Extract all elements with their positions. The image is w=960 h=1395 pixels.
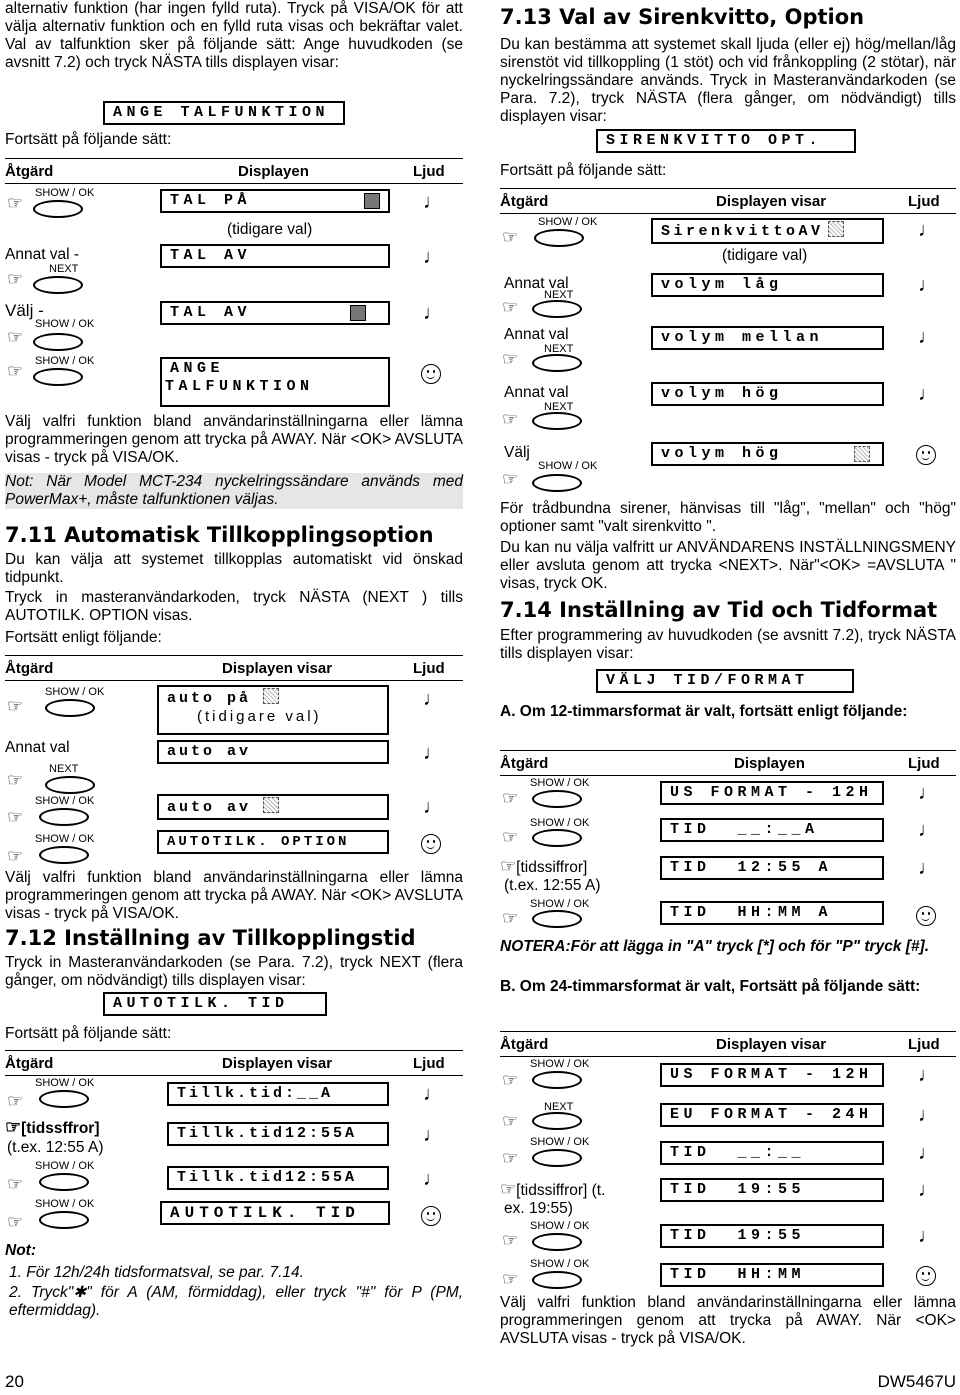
show-ok-label: SHOW / OK — [35, 1198, 95, 1210]
lcd-volym-hog-selected: volym hög — [651, 442, 884, 466]
show-ok-label: SHOW / OK — [35, 355, 95, 367]
show-ok-label: SHOW / OK — [35, 1160, 95, 1172]
show-ok-label: SHOW / OK — [35, 318, 95, 330]
show-ok-button[interactable] — [532, 1149, 582, 1167]
note-icon: ♩ — [918, 857, 938, 879]
paragraph-7-11b: Tryck in masteranvändarkoden, tryck NÄSTA (NEXT ) tills AUTOTILK. OPTION visas. — [5, 589, 463, 624]
note-icon: ♩ — [423, 302, 443, 324]
paragraph-exit: Välj valfri funktion bland användarinställningarna eller lämna programmeringen genom att trycka på AWAY. När <OK> AVSLUTA visas - tryck på VISA/OK. — [5, 413, 463, 466]
notera-text: NOTERA:För att lägga in "A" tryck [*] och för "P" tryck [#]. — [500, 938, 930, 955]
lcd-us-format: US FORMAT - 12H — [660, 781, 884, 805]
hand-icon: ☞ — [502, 1230, 519, 1250]
note-icon: ♩ — [423, 191, 443, 213]
hand-icon: ☞ — [502, 469, 519, 489]
heading-7-12: 7.12 Inställning av Tillkopplingstid — [5, 926, 416, 950]
lcd-tid-1955-selected: TID 19:55 — [660, 1224, 884, 1248]
note-icon: ♩ — [918, 219, 938, 241]
heading-7-11: 7.11 Automatisk Tillkopplingsoption — [5, 523, 434, 547]
lcd-tid-hhmm-a: TID HH:MM A — [660, 901, 884, 925]
note-icon: ♩ — [918, 1064, 938, 1086]
show-ok-button[interactable] — [33, 200, 83, 218]
hand-icon: ☞ — [502, 1269, 519, 1289]
hand-icon: ☞ — [7, 327, 24, 347]
lcd-volym-hog: volym hög — [651, 382, 884, 406]
prev-value-label: (tidigare val) — [227, 221, 313, 238]
show-ok-label: SHOW / OK — [530, 898, 590, 910]
lcd-volym-lag: volym låg — [651, 273, 884, 297]
next-button[interactable] — [532, 412, 582, 430]
choose-label: Välj — [504, 444, 530, 461]
hand-icon: ☞ — [502, 827, 519, 847]
other-choice-label: Annat val — [5, 739, 70, 756]
action-digits-example: (t.ex. 12:55 A) — [504, 877, 601, 894]
show-ok-label: SHOW / OK — [530, 1136, 590, 1148]
other-choice-label: Annat val — [504, 275, 569, 292]
note-icon: ♩ — [423, 246, 443, 268]
note-icon: ♩ — [918, 383, 938, 405]
lcd-tid-blank-24: TID __:__ — [660, 1141, 884, 1165]
next-label: NEXT — [544, 401, 574, 413]
show-ok-label: SHOW / OK — [35, 795, 95, 807]
paragraph-wired-sirens: För trådbundna sirener, hänvisas till "låg", "mellan" och "hög" optioner samt "valt sirenkvitto ". — [500, 500, 956, 535]
lcd-eu-format: EU FORMAT - 24H — [660, 1103, 884, 1127]
lcd-tal-av: TAL AV — [160, 244, 390, 268]
unselected-box-icon — [854, 446, 870, 462]
lcd-tillk-tid: Tillk.tid:__A — [167, 1082, 389, 1106]
continue-text-r: Fortsätt på följande sätt: — [500, 162, 667, 179]
note-icon: ♩ — [918, 274, 938, 296]
other-choice-label: Annat val — [504, 326, 569, 343]
lcd-auto-av-selected: auto av — [157, 794, 389, 820]
lcd-tid-1955: TID 19:55 — [660, 1178, 884, 1202]
prev-value-label: (tidigare val) — [722, 247, 808, 264]
smiley-icon — [916, 445, 936, 465]
paragraph-7-14: Efter programmering av huvudkoden (se avsnitt 7.2), tryck NÄSTA tills displayen visar: — [500, 627, 956, 662]
selected-box-icon — [350, 305, 366, 321]
lcd-autotilk-tid: AUTOTILK. TID — [103, 992, 327, 1016]
unselected-box-icon — [263, 797, 279, 813]
table2-header: Åtgärd Displayen visar Ljud — [5, 655, 463, 681]
hand-icon: ☞ — [502, 349, 519, 369]
next-label: NEXT — [544, 289, 574, 301]
note-icon: ♩ — [423, 688, 443, 710]
hand-icon: ☞ — [502, 1070, 519, 1090]
show-ok-button[interactable] — [532, 829, 582, 847]
other-choice-label: Annat val - — [5, 246, 80, 263]
lcd-auto-av: auto av — [157, 740, 389, 764]
paragraph-7-11a: Du kan välja att systemet tillkopplas automatiskt vid önskad tidpunkt. — [5, 551, 463, 586]
show-ok-button[interactable] — [33, 368, 83, 386]
choose-label: Välj - — [5, 301, 44, 320]
hand-icon: ☞ — [502, 908, 519, 928]
hand-icon: ☞ — [7, 269, 24, 289]
hand-icon: ☞ — [502, 1148, 519, 1168]
note-icon: ♩ — [423, 796, 443, 818]
show-ok-label: SHOW / OK — [35, 833, 95, 845]
paragraph-7-13: Du kan bestämma att systemet skall ljuda (eller ej) hög/mellan/låg sirenstöt vid tillkoppling (1 stöt) och vid frånkoppling (2 stötar), när nyckelringssändare används. Tryck in Masteranvändarkoden (se Para. 7.2), tryck NÄSTA (flera gånger, om nödvändigt) tills displayen visar: — [500, 36, 956, 125]
show-ok-label: SHOW / OK — [530, 1220, 590, 1232]
show-ok-button[interactable] — [532, 1233, 582, 1251]
show-ok-button[interactable] — [532, 910, 582, 928]
note-icon: ♩ — [918, 326, 938, 348]
hand-icon: ☞ — [7, 846, 24, 866]
show-ok-label: SHOW / OK — [530, 777, 590, 789]
note-icon: ♩ — [918, 782, 938, 804]
smiley-icon — [916, 1266, 936, 1286]
note-icon: ♩ — [918, 1225, 938, 1247]
lcd-tillk-tid-1255-selected: Tillk.tid12:55A — [167, 1166, 389, 1190]
show-ok-button[interactable] — [532, 1271, 582, 1289]
show-ok-button[interactable] — [532, 790, 582, 808]
action-digits-example: ex. 19:55) — [504, 1200, 573, 1217]
next-button[interactable] — [45, 776, 95, 794]
lcd-tal-av-selected: TAL AV — [160, 301, 390, 325]
document-code: DW5467U — [877, 1372, 956, 1391]
show-ok-label: SHOW / OK — [538, 216, 598, 228]
continue-text-3: Fortsätt på följande sätt: — [5, 1025, 172, 1042]
lcd-valj-tid-format: VÄLJ TID/FORMAT — [596, 669, 854, 693]
next-button[interactable] — [33, 276, 83, 294]
note-icon: ♩ — [918, 1104, 938, 1126]
hand-icon: ☞ — [502, 227, 519, 247]
note-icon: ♩ — [918, 1142, 938, 1164]
smiley-icon — [421, 1206, 441, 1226]
lcd-sirenkvitto-av: SirenkvittoAV — [651, 218, 884, 244]
hand-icon: ☞ — [7, 807, 24, 827]
smiley-icon — [421, 834, 441, 854]
show-ok-label: SHOW / OK — [45, 686, 105, 698]
show-ok-label: SHOW / OK — [538, 460, 598, 472]
hand-icon: ☞ — [7, 193, 24, 213]
note-1: 1. För 12h/24h tidsformatsval, se par. 7.14. — [9, 1264, 304, 1281]
show-ok-button[interactable] — [534, 229, 584, 247]
next-label: NEXT — [544, 1101, 574, 1113]
lcd-volym-mellan: volym mellan — [651, 326, 884, 350]
note-icon: ♩ — [918, 1179, 938, 1201]
show-ok-button[interactable] — [39, 808, 89, 826]
hand-icon: ☞ — [7, 361, 24, 381]
table3-header: Åtgärd Displayen visar Ljud — [5, 1050, 463, 1076]
hand-icon: ☞ — [7, 696, 24, 716]
continue-text-2: Fortsätt enligt följande: — [5, 629, 162, 646]
note-icon: ♩ — [423, 742, 443, 764]
paragraph-exit-3: Välj valfri funktion bland användarinställningarna eller lämna programmeringen genom att trycka på AWAY. När <OK> AVSLUTA visas - tryck på VISA/OK. — [500, 1294, 956, 1347]
note-icon: ♩ — [918, 819, 938, 841]
heading-7-14: 7.14 Inställning av Tid och Tidformat — [500, 598, 938, 622]
unselected-box-icon — [828, 221, 844, 237]
section-b: B. Om 24-timmarsformat är valt, Fortsätt på följande sätt: — [500, 978, 921, 995]
hand-icon: ☞ — [502, 1111, 519, 1131]
hand-icon: ☞ — [7, 1212, 24, 1232]
action-digits-example: (t.ex. 12:55 A) — [7, 1139, 104, 1156]
smiley-icon — [916, 906, 936, 926]
other-choice-label: Annat val — [504, 384, 569, 401]
lcd-autotilk-tid-2: AUTOTILK. TID — [160, 1201, 390, 1225]
show-ok-label: SHOW / OK — [530, 1258, 590, 1270]
lcd-tillk-tid-1255: Tillk.tid12:55A — [167, 1122, 389, 1146]
note-icon: ♩ — [423, 1168, 443, 1190]
show-ok-label: SHOW / OK — [530, 817, 590, 829]
heading-7-13: 7.13 Val av Sirenkvitto, Option — [500, 5, 865, 29]
show-ok-button[interactable] — [45, 699, 95, 717]
action-digits: ☞[tidssiffror] — [500, 856, 588, 876]
show-ok-button[interactable] — [39, 846, 89, 864]
paragraph-7-12: Tryck in Masteranvändarkoden (se Para. 7.2), tryck NEXT (flera gånger, om nödvändigt) tills displayen visar: — [5, 954, 463, 989]
show-ok-label: SHOW / OK — [530, 1058, 590, 1070]
show-ok-label: SHOW / OK — [35, 187, 95, 199]
lcd-tid-hhmm: TID HH:MM — [660, 1263, 884, 1287]
table1-header: Åtgärd Displayen Ljud — [5, 158, 463, 184]
show-ok-button[interactable] — [39, 1211, 89, 1229]
notes-heading: Not: — [5, 1242, 36, 1259]
note-2: 2. Tryck"✱" för A (AM, förmiddag), eller tryck "#" för P (PM, eftermiddag). — [9, 1284, 463, 1319]
action-digits: ☞[tidssiffror] (t. — [500, 1179, 606, 1199]
next-label: NEXT — [49, 263, 79, 275]
next-button[interactable] — [532, 300, 582, 318]
hand-icon: ☞ — [7, 770, 24, 790]
action-digits: ☞[tidssffror] — [5, 1117, 100, 1137]
section-a: A. Om 12-timmarsformat är valt, fortsätt enligt följande: — [500, 703, 908, 720]
note-icon: ♩ — [423, 1083, 443, 1105]
selected-box-icon — [364, 193, 380, 209]
next-button[interactable] — [532, 354, 582, 372]
lcd-autotilk-option: AUTOTILK. OPTION — [157, 830, 389, 854]
lcd-tal-pa: TAL PÅ — [160, 189, 390, 213]
lcd-ange-talfunktion: ANGE TALFUNKTION — [103, 101, 345, 125]
lcd-tid-1255: TID 12:55 A — [660, 856, 884, 880]
hand-icon: ☞ — [502, 297, 519, 317]
show-ok-button[interactable] — [33, 333, 83, 351]
lcd-tid-blank: TID __:__A — [660, 818, 884, 842]
unselected-box-icon — [263, 688, 279, 704]
paragraph-exit-2: Välj valfri funktion bland användarinställningarna eller lämna programmeringen genom att trycka på AWAY. När <OK> AVSLUTA visas - tryck på VISA/OK. — [5, 869, 463, 922]
smiley-icon — [421, 364, 441, 384]
hand-icon: ☞ — [502, 409, 519, 429]
lcd-ange-talfunktion-2: ANGE TALFUNKTION — [160, 357, 390, 407]
hand-icon: ☞ — [7, 1174, 24, 1194]
next-label: NEXT — [544, 343, 574, 355]
hand-icon: ☞ — [7, 1091, 24, 1111]
show-ok-button[interactable] — [39, 1090, 89, 1108]
table5-header: Åtgärd Displayen Ljud — [500, 750, 956, 776]
table4-header: Åtgärd Displayen visar Ljud — [500, 188, 956, 214]
note-icon: ♩ — [423, 1124, 443, 1146]
note-mct234: Not: När Model MCT-234 nyckelringssändare används med PowerMax+, måste talfunktionen väljas. — [5, 473, 463, 508]
lcd-sirenkvitto-opt: SIRENKVITTO OPT. — [596, 129, 856, 153]
lcd-us-format-24: US FORMAT - 12H — [660, 1063, 884, 1087]
show-ok-button[interactable] — [532, 474, 582, 492]
next-label: NEXT — [49, 763, 79, 775]
show-ok-button[interactable] — [39, 1173, 89, 1191]
intro-text: alternativ funktion (har ingen fylld ruta). Tryck på VISA/OK för att välja alternativ funktion och en fylld ruta visas och bekräftar valet. Val av talfunktion sker på följande sätt: Ange huvudkoden (se avsnitt 7.2) och tryck NÄSTA tills displayen visar: — [5, 0, 463, 71]
lcd-auto-pa: auto på (tidigare val) — [157, 685, 389, 735]
show-ok-button[interactable] — [532, 1071, 582, 1089]
hand-icon: ☞ — [502, 788, 519, 808]
table6-header: Åtgärd Displayen visar Ljud — [500, 1031, 956, 1057]
page-number: 20 — [5, 1372, 24, 1391]
continue-text: Fortsätt på följande sätt: — [5, 131, 172, 148]
next-button[interactable] — [532, 1112, 582, 1130]
show-ok-label: SHOW / OK — [35, 1077, 95, 1089]
paragraph-user-menu: Du kan nu välja valfritt ur ANVÄNDARENS INSTÄLLNINGSMENY eller avsluta genom att trycka <NEXT>. När"<OK> =AVSLUTA " visas, tryck OK. — [500, 539, 956, 592]
